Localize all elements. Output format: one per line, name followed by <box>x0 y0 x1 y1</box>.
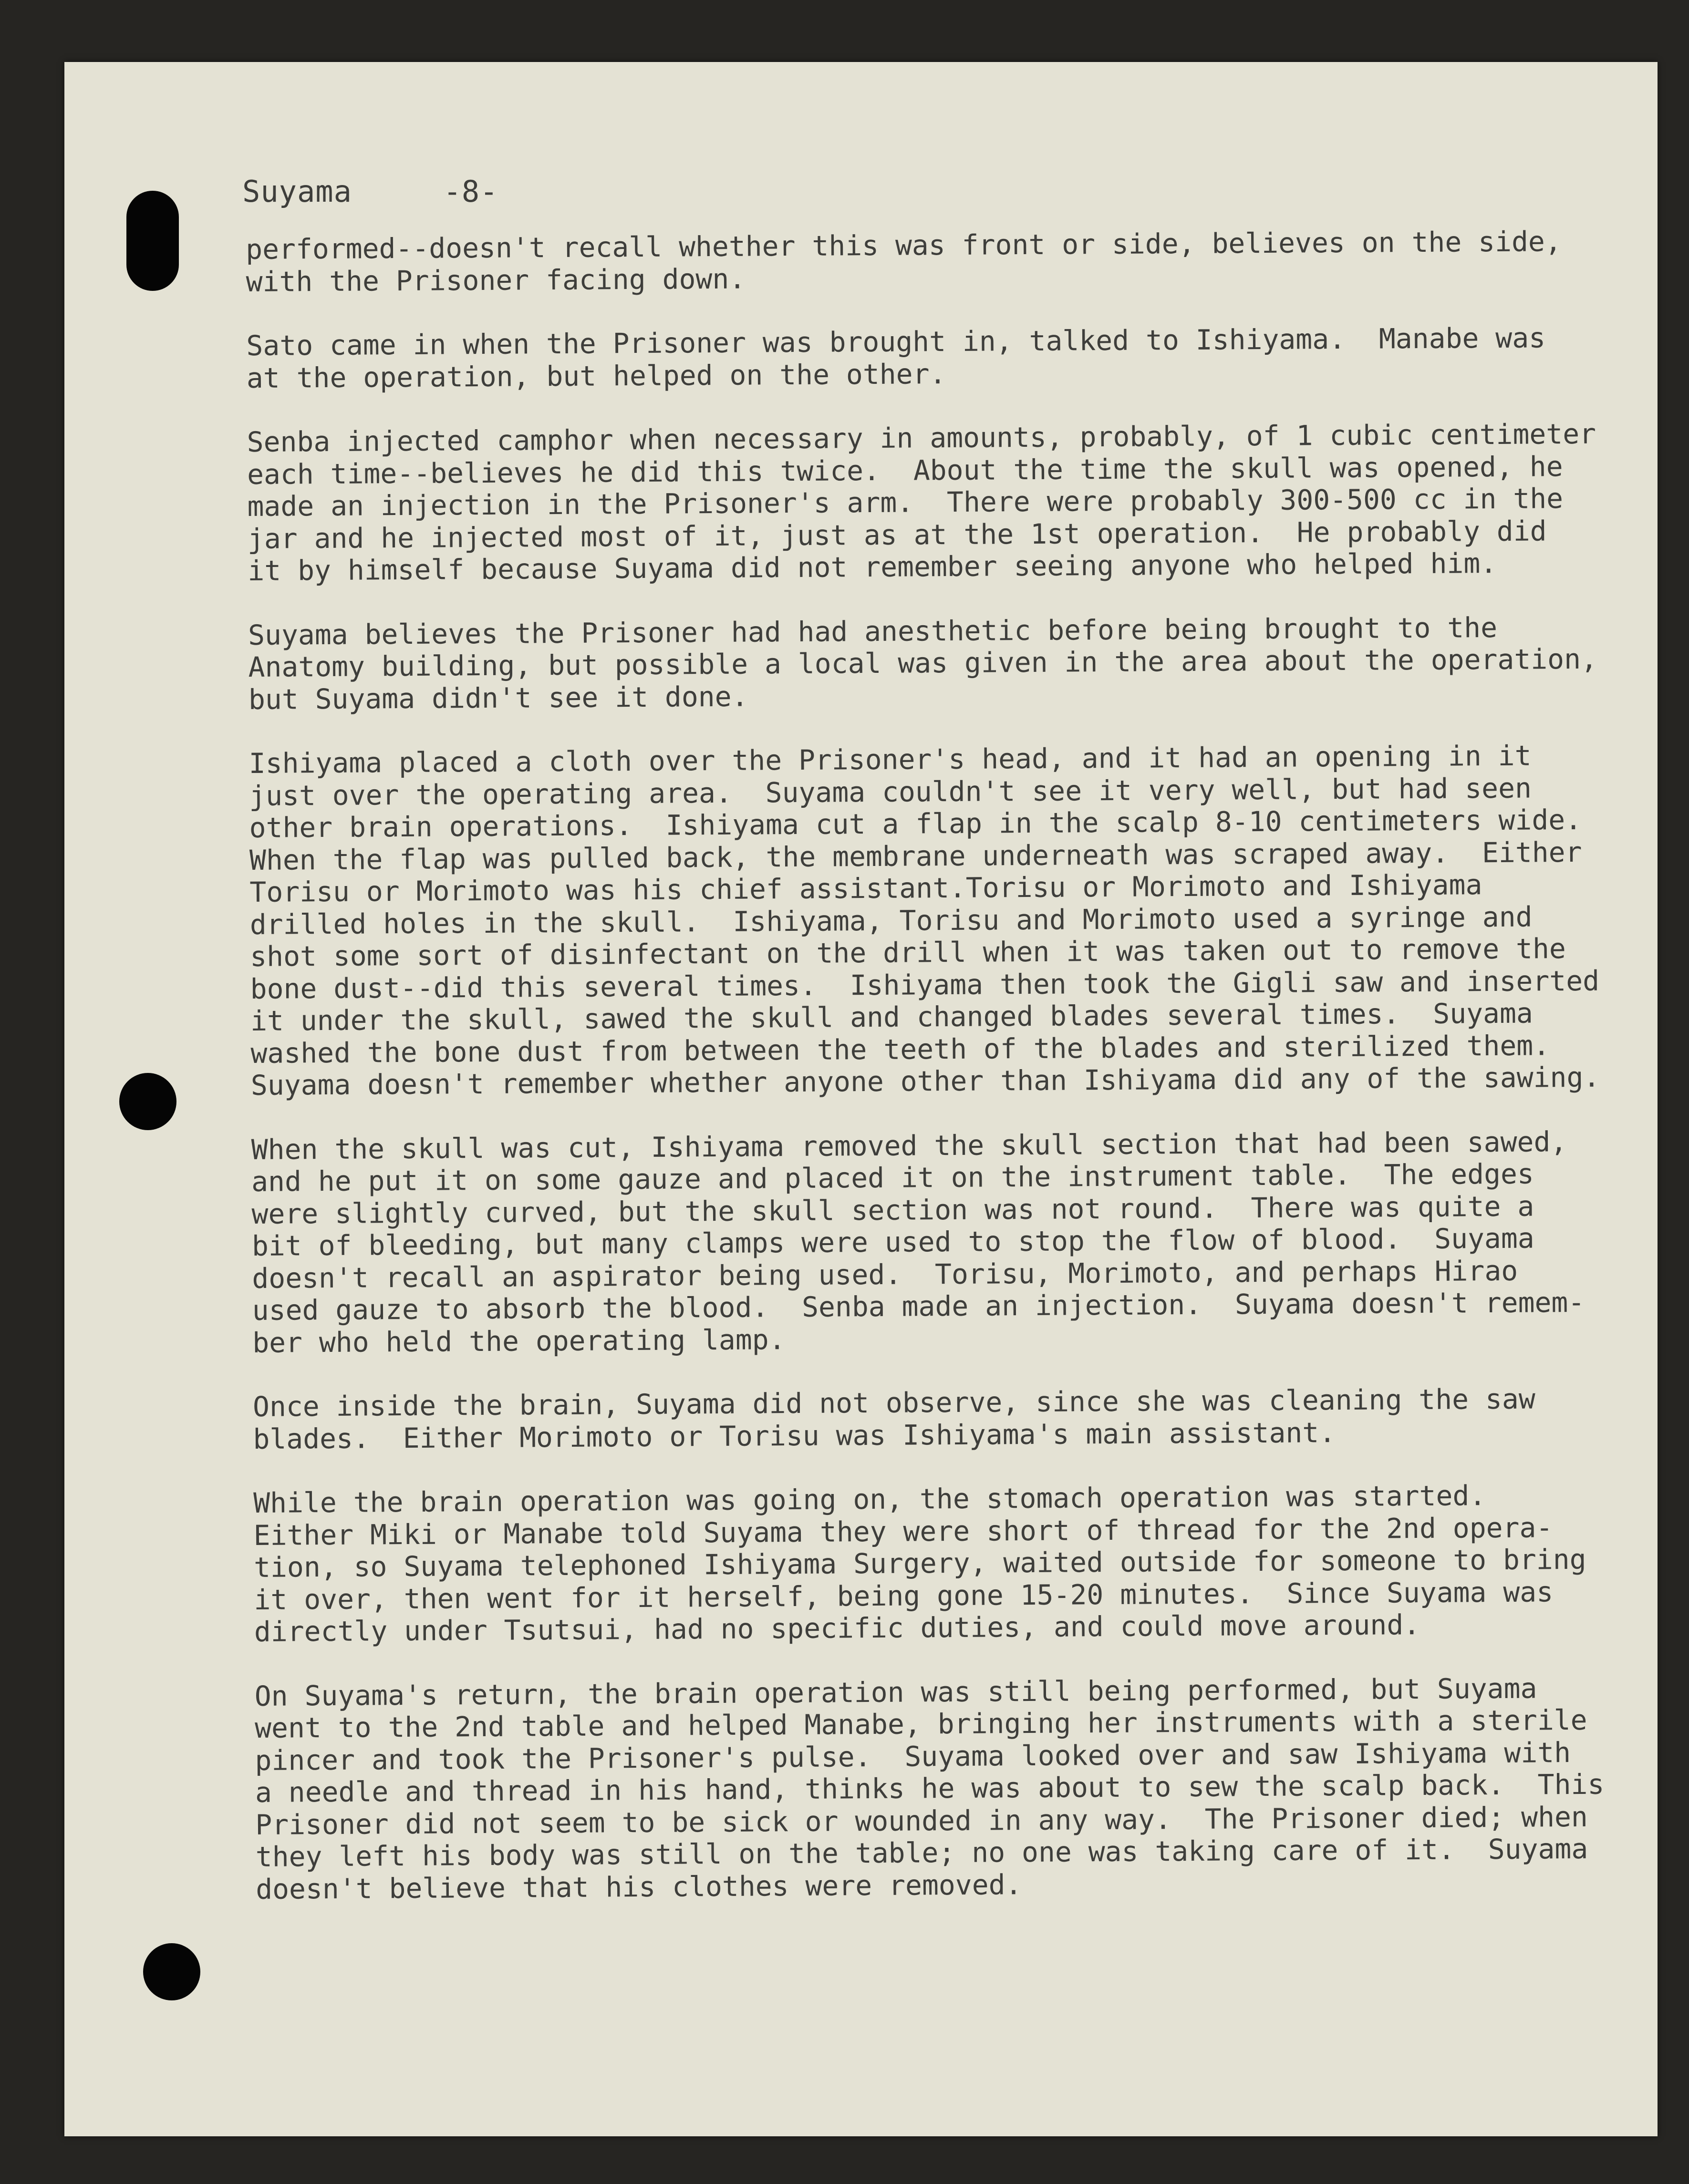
punch-hole-top <box>126 191 179 291</box>
paragraph-3: Senba injected camphor when necessary in amounts, probably, of 1 cubic centimeter each time--believes he did this twice. About the time the skull was opened, he made an injection in the Prisoner's arm. There were probably 300-500 cc in the jar and he injected most of it, just as at the 1st operation. He probably did it by himself because Suyama did not remember seeing anyone who helped him. <box>247 417 1596 587</box>
paragraph-7: Once inside the brain, Suyama did not observe, since she was cleaning the saw blades. Either Morimoto or Torisu was Ishiyama's main assistant. <box>252 1382 1535 1455</box>
document-body <box>246 225 1635 1937</box>
document-page <box>64 62 1658 2136</box>
page-header: Suyama -8- <box>242 174 498 209</box>
punch-hole-bottom <box>143 1943 200 2000</box>
punch-hole-middle <box>119 1073 176 1130</box>
paragraph-8: While the brain operation was going on, the stomach operation was started. Either Miki or Manabe told Suyama they were short of thread for the 2nd opera- tion, so Suyama telephoned Ishiyama Surgery, waited outside for someone to bring it over, then went for it herself, being gone 15-20 minutes. Since Suyama was directly under Tsutsui, had no specific duties, and could move around. <box>253 1479 1586 1648</box>
paragraph-6: When the skull was cut, Ishiyama removed the skull section that had been sawed, and he put it on some gauze and placed it on the instrument table. The edges were slightly curved, but the skull section was not round. There was quite a bit of bleeding, but many clamps were used to stop the flow of blood. Suyama doesn't recall an aspirator being used. Torisu, Morimoto, and perhaps Hirao used gauze to absorb the blood. Senba made an injection. Suyama doesn't remem- ber who held the operating lamp. <box>251 1125 1585 1359</box>
paragraph-4: Suyama believes the Prisoner had had anesthetic before being brought to the Anatomy building, but possible a local was given in the area about the operation, but Suyama didn't see it done. <box>248 611 1598 716</box>
paragraph-5: Ishiyama placed a cloth over the Prisoner's head, and it had an opening in it just over the operating area. Suyama couldn't see it very well, but had seen other brain operations. Ishiyama cut a flap in the scalp 8-10 centimeters wide. When the flap was pulled back, the membrane underneath was scraped away. Either Torisu or Morimoto was his chief assistant.Torisu or Morimoto and Ishiyama drilled holes in the skull. Ishiyama, Torisu and Morimoto used a syringe and shot some sort of disinfectant on the drill when it was taken out to remove the bone dust--did this several times. Ishiyama then took the Gigli saw and inserted it under the skull, sawed the skull and changed blades several times. Suyama washed the bone dust from between the teeth of the blades and sterilized them. Suyama doesn't remember whether anyone other than Ishiyama did any of the sawing. <box>249 739 1600 1102</box>
paragraph-9: On Suyama's return, the brain operation was still being performed, but Suyama went to the 2nd table and helped Manabe, bringing her instruments with a sterile pincer and took the Prisoner's pulse. Suyama looked over and saw Ishiyama with a needle and thread in his hand, thinks he was about to sew the scalp back. This Prisoner did not seem to be sick or wounded in any way. The Prisoner died; when they left his body was still on the table; no one was taking care of it. Suyama doesn't believe that his clothes were removed. <box>254 1672 1605 1906</box>
paragraph-1: performed--doesn't recall whether this was front or side, believes on the side, with the Prisoner facing down. <box>245 225 1562 298</box>
paragraph-2: Sato came in when the Prisoner was brought in, talked to Ishiyama. Manabe was at the operation, but helped on the other. <box>246 321 1546 394</box>
